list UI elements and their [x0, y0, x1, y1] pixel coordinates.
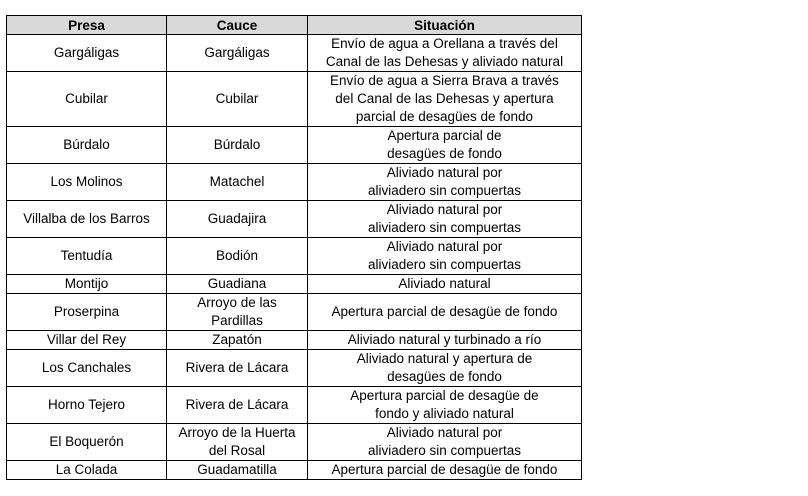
- cell-cauce: Arroyo de las Pardillas: [167, 294, 308, 331]
- cell-cauce: Búrdalo: [167, 127, 308, 164]
- header-cauce: Cauce: [167, 16, 308, 35]
- table-row: [7, 164, 582, 201]
- cell-presa: Villar del Rey: [7, 331, 167, 350]
- table-row: [7, 424, 582, 461]
- cell-presa: Horno Tejero: [7, 387, 167, 424]
- cell-situacion: Aliviado natural por aliviadero sin compuertas: [308, 201, 582, 238]
- cell-situacion: Apertura parcial de desagüe de fondo: [308, 294, 582, 331]
- cell-situacion: Envío de agua a Sierra Brava a través del Canal de las Dehesas y apertura parcial de desagües de fondo: [308, 72, 582, 127]
- header-situacion: Situación: [308, 16, 582, 35]
- table-header-row: [7, 16, 582, 35]
- cell-situacion: Aliviado natural por aliviadero sin compuertas: [308, 424, 582, 461]
- cell-presa: Proserpina: [7, 294, 167, 331]
- table-row: [7, 275, 582, 294]
- cell-cauce: Bodión: [167, 238, 308, 275]
- cell-cauce: Arroyo de la Huerta del Rosal: [167, 424, 308, 461]
- cell-situacion: Aliviado natural y apertura de desagües de fondo: [308, 350, 582, 387]
- cell-situacion: Aliviado natural por aliviadero sin compuertas: [308, 164, 582, 201]
- cell-situacion: Aliviado natural: [308, 275, 582, 294]
- cell-presa: El Boquerón: [7, 424, 167, 461]
- table-row: [7, 72, 582, 127]
- cell-situacion: Aliviado natural por aliviadero sin compuertas: [308, 238, 582, 275]
- cell-presa: Villalba de los Barros: [7, 201, 167, 238]
- table-row: [7, 387, 582, 424]
- cell-situacion: Apertura parcial de desagüe de fondo y aliviado natural: [308, 387, 582, 424]
- cell-cauce: Guadamatilla: [167, 461, 308, 480]
- table-row: [7, 35, 582, 72]
- cell-cauce: Guadajira: [167, 201, 308, 238]
- cell-presa: Montijo: [7, 275, 167, 294]
- cell-cauce: Zapatón: [167, 331, 308, 350]
- table-row: [7, 294, 582, 331]
- cell-cauce: Cubilar: [167, 72, 308, 127]
- cell-cauce: Rivera de Lácara: [167, 350, 308, 387]
- dam-status-table: [6, 15, 582, 480]
- cell-presa: Gargáligas: [7, 35, 167, 72]
- table-row: [7, 201, 582, 238]
- cell-cauce: Rivera de Lácara: [167, 387, 308, 424]
- cell-cauce: Matachel: [167, 164, 308, 201]
- cell-presa: Los Molinos: [7, 164, 167, 201]
- cell-presa: La Colada: [7, 461, 167, 480]
- table-row: [7, 331, 582, 350]
- cell-presa: Búrdalo: [7, 127, 167, 164]
- cell-presa: Los Canchales: [7, 350, 167, 387]
- cell-cauce: Gargáligas: [167, 35, 308, 72]
- table-row: [7, 350, 582, 387]
- cell-presa: Cubilar: [7, 72, 167, 127]
- cell-situacion: Aliviado natural y turbinado a río: [308, 331, 582, 350]
- table-row: [7, 127, 582, 164]
- cell-situacion: Envío de agua a Orellana a través del Canal de las Dehesas y aliviado natural: [308, 35, 582, 72]
- table-row: [7, 461, 582, 480]
- cell-cauce: Guadiana: [167, 275, 308, 294]
- cell-presa: Tentudía: [7, 238, 167, 275]
- cell-situacion: Apertura parcial de desagües de fondo: [308, 127, 582, 164]
- header-presa: Presa: [7, 16, 167, 35]
- table-row: [7, 238, 582, 275]
- cell-situacion: Apertura parcial de desagüe de fondo: [308, 461, 582, 480]
